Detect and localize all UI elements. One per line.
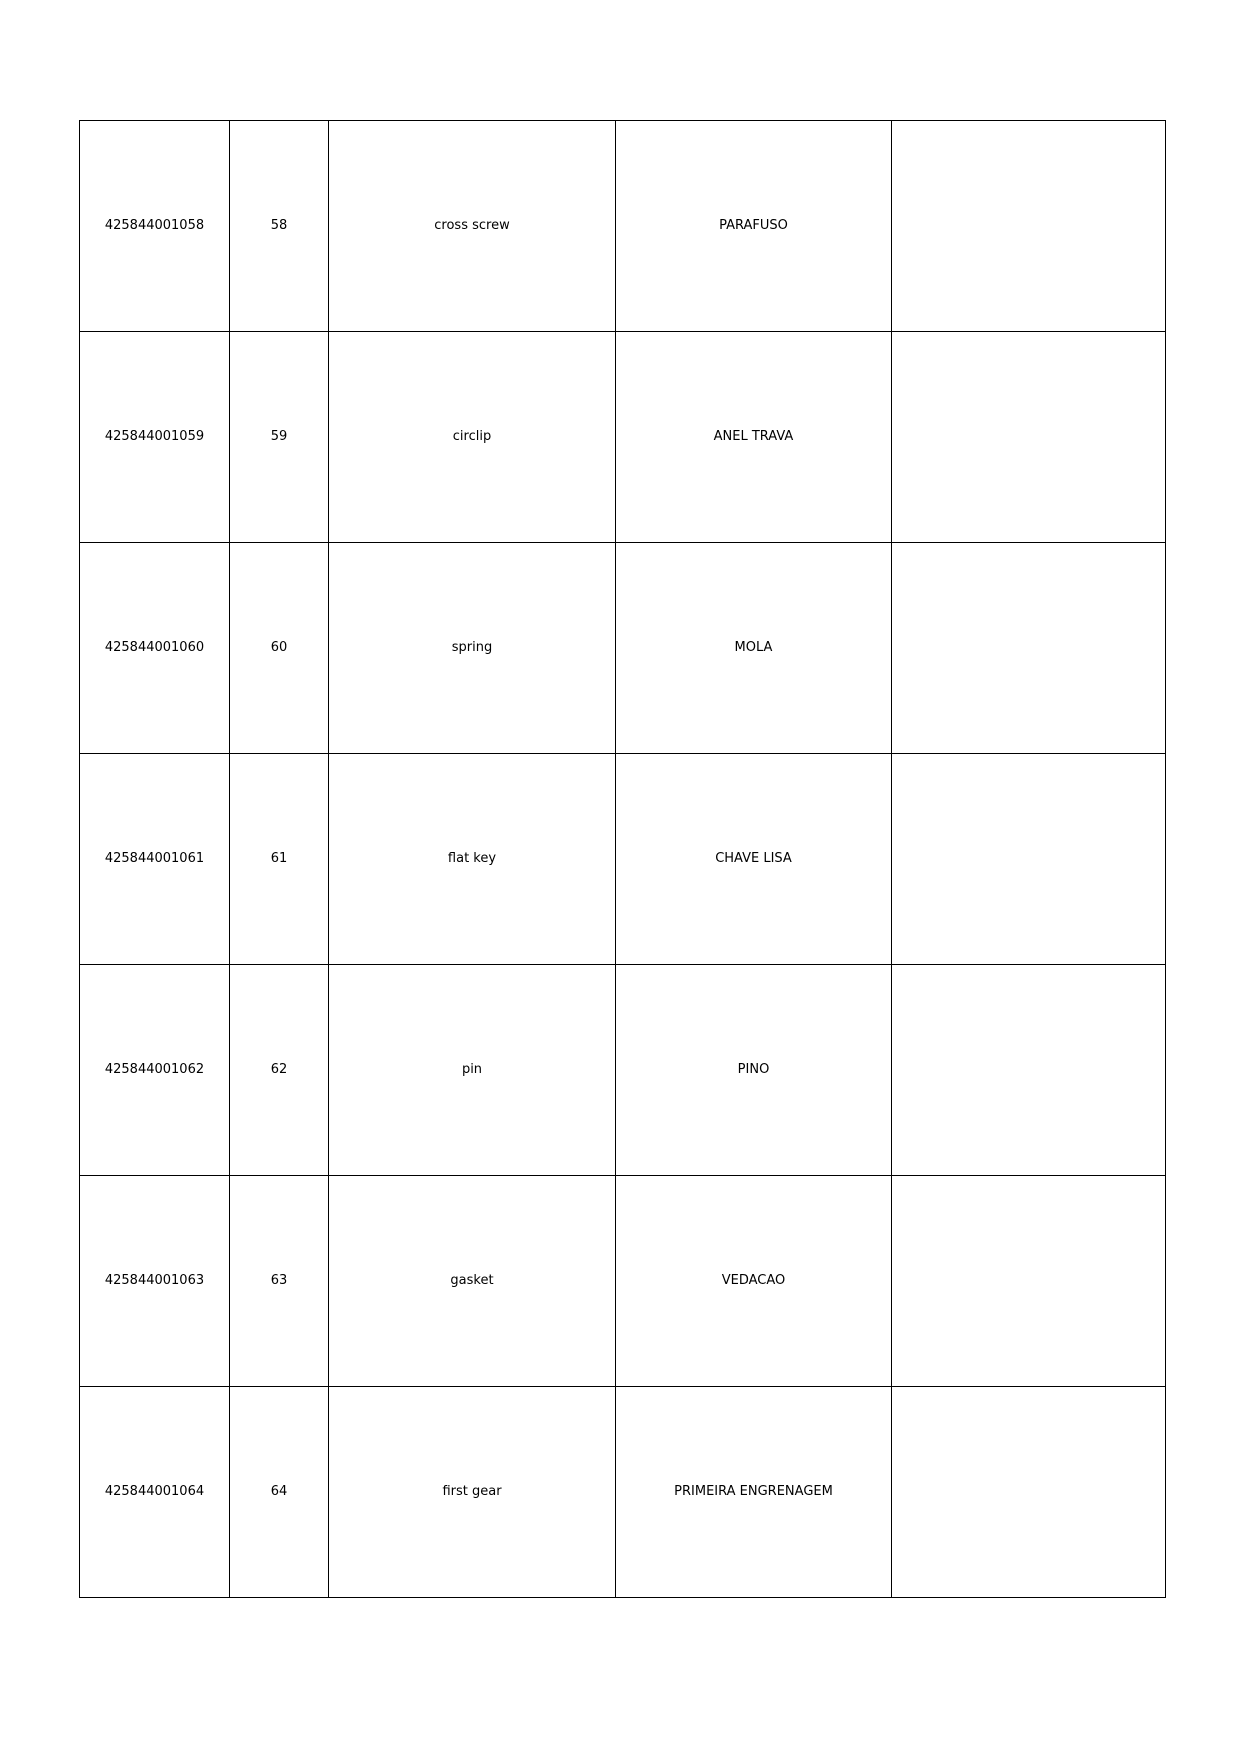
part-code-cell: 425844001062: [80, 965, 230, 1176]
notes-cell: [892, 754, 1166, 965]
notes-cell: [892, 965, 1166, 1176]
parts-table: [79, 120, 1166, 1598]
description-pt-cell: PRIMEIRA ENGRENAGEM: [616, 1387, 892, 1598]
description-pt-cell: VEDACAO: [616, 1176, 892, 1387]
table-row: [80, 121, 1166, 332]
item-number-cell: 63: [230, 1176, 329, 1387]
description-en-cell: spring: [329, 543, 616, 754]
description-en-cell: cross screw: [329, 121, 616, 332]
item-number-cell: 59: [230, 332, 329, 543]
description-en-cell: flat key: [329, 754, 616, 965]
item-number-cell: 58: [230, 121, 329, 332]
item-number-cell: 60: [230, 543, 329, 754]
table-row: [80, 543, 1166, 754]
description-pt-cell: PARAFUSO: [616, 121, 892, 332]
description-pt-cell: CHAVE LISA: [616, 754, 892, 965]
item-number-cell: 64: [230, 1387, 329, 1598]
part-code-cell: 425844001058: [80, 121, 230, 332]
notes-cell: [892, 332, 1166, 543]
table-row: [80, 1176, 1166, 1387]
description-en-cell: first gear: [329, 1387, 616, 1598]
description-pt-cell: ANEL TRAVA: [616, 332, 892, 543]
item-number-cell: 61: [230, 754, 329, 965]
part-code-cell: 425844001060: [80, 543, 230, 754]
notes-cell: [892, 1387, 1166, 1598]
description-en-cell: circlip: [329, 332, 616, 543]
part-code-cell: 425844001064: [80, 1387, 230, 1598]
description-en-cell: gasket: [329, 1176, 616, 1387]
notes-cell: [892, 1176, 1166, 1387]
notes-cell: [892, 543, 1166, 754]
description-pt-cell: MOLA: [616, 543, 892, 754]
table-row: [80, 754, 1166, 965]
part-code-cell: 425844001059: [80, 332, 230, 543]
table-row: [80, 1387, 1166, 1598]
part-code-cell: 425844001063: [80, 1176, 230, 1387]
table-row: [80, 965, 1166, 1176]
item-number-cell: 62: [230, 965, 329, 1176]
table-row: [80, 332, 1166, 543]
description-en-cell: pin: [329, 965, 616, 1176]
part-code-cell: 425844001061: [80, 754, 230, 965]
notes-cell: [892, 121, 1166, 332]
description-pt-cell: PINO: [616, 965, 892, 1176]
